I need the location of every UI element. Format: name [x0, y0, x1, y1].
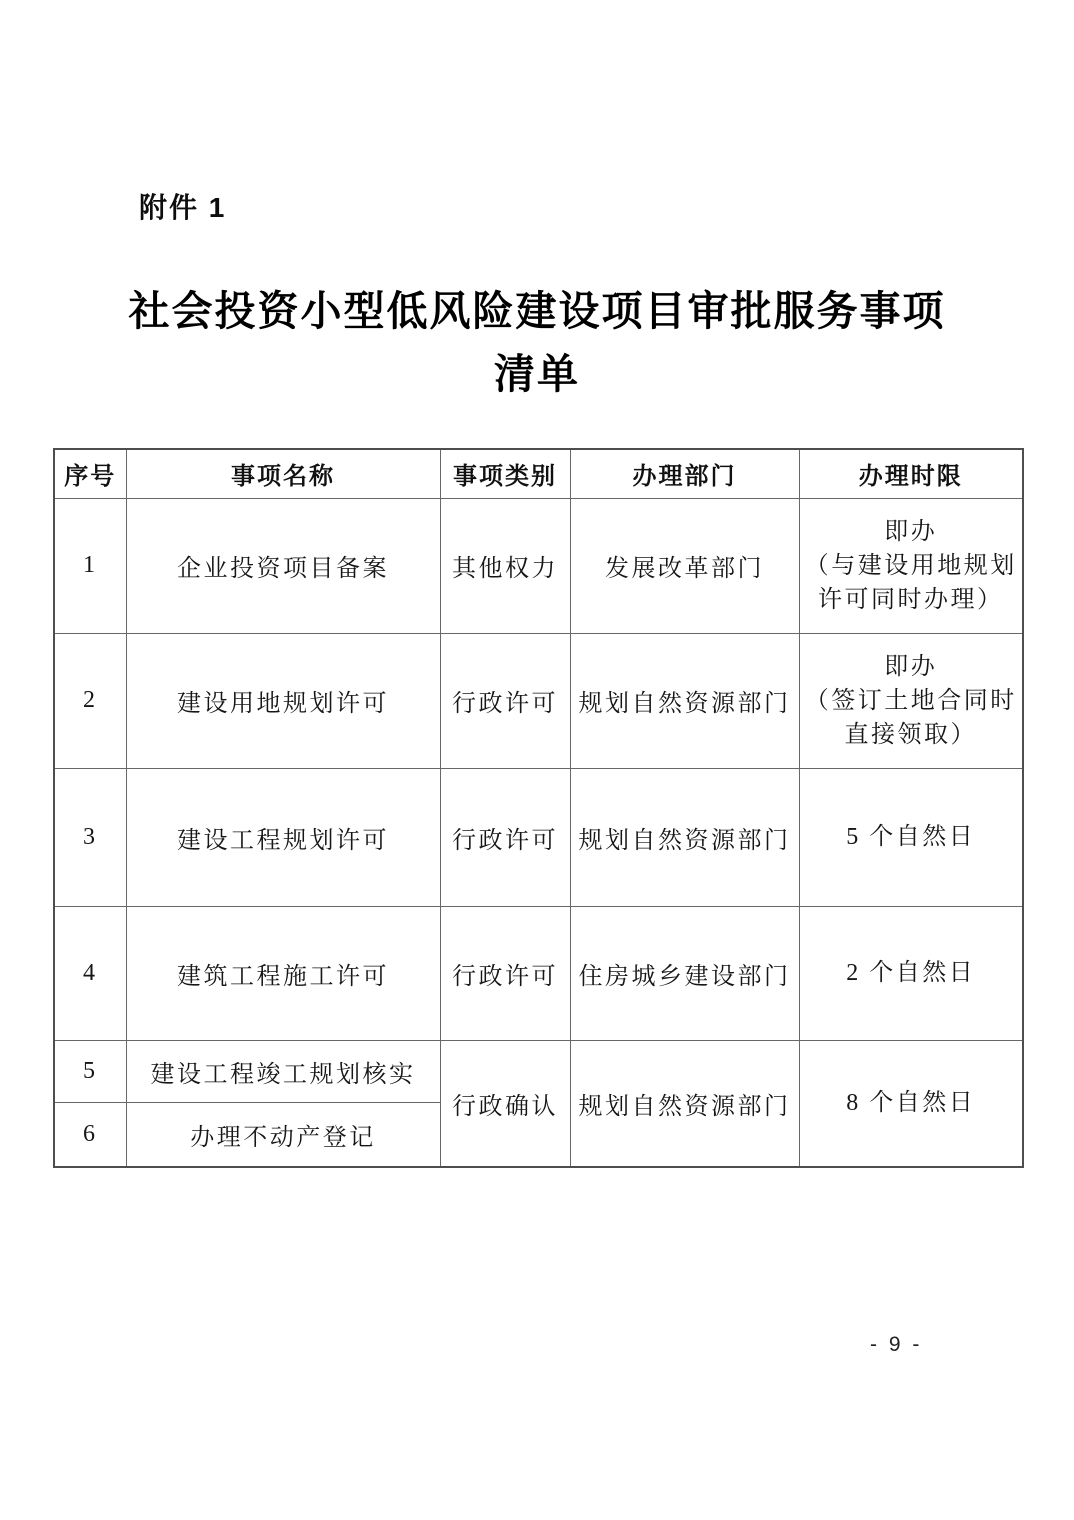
department-cell: 住房城乡建设部门	[570, 906, 799, 1040]
time-limit-line: 直接领取）	[844, 721, 977, 748]
row-index-cell: 4	[54, 906, 126, 1040]
page-number: - 9 -	[870, 1333, 923, 1356]
col-header-department: 办理部门	[570, 449, 799, 498]
col-header-index: 序号	[54, 449, 126, 498]
row-index-cell: 1	[54, 498, 126, 633]
time-limit-line: （签订土地合同时	[804, 687, 1017, 714]
document-title	[0, 280, 1074, 406]
time-limit-line: （与建设用地规划	[804, 552, 1017, 579]
time-limit-line: 8 个自然日	[846, 1090, 976, 1117]
item-name-cell: 企业投资项目备案	[126, 498, 440, 633]
time-limit-line: 许可同时办理）	[818, 586, 1004, 613]
table-header-row	[54, 449, 1023, 498]
approval-items-table	[53, 448, 1024, 1168]
time-limit-cell-merged	[799, 1040, 1023, 1167]
time-limit-cell	[799, 498, 1023, 633]
row-index-cell: 3	[54, 768, 126, 906]
col-header-item-name: 事项名称	[126, 449, 440, 498]
time-limit-line: 即办	[884, 653, 938, 680]
item-name-cell: 办理不动产登记	[126, 1102, 440, 1167]
item-category-cell: 其他权力	[440, 498, 570, 633]
title-line-2: 清单	[494, 351, 580, 397]
time-limit-line: 即办	[884, 518, 938, 545]
item-category-cell: 行政许可	[440, 768, 570, 906]
item-name-cell: 建设工程竣工规划核实	[126, 1040, 440, 1102]
table-row	[54, 1040, 1023, 1102]
item-category-cell-merged: 行政确认	[440, 1040, 570, 1167]
table-row	[54, 768, 1023, 906]
attachment-label: 附件 1	[139, 192, 227, 223]
item-category-cell: 行政许可	[440, 633, 570, 768]
department-cell: 规划自然资源部门	[570, 633, 799, 768]
row-index-cell: 5	[54, 1040, 126, 1102]
item-category-cell: 行政许可	[440, 906, 570, 1040]
col-header-time-limit: 办理时限	[799, 449, 1023, 498]
table-row	[54, 906, 1023, 1040]
department-cell: 规划自然资源部门	[570, 768, 799, 906]
time-limit-cell	[799, 768, 1023, 906]
time-limit-line: 5 个自然日	[846, 824, 976, 850]
col-header-item-category: 事项类别	[440, 449, 570, 498]
item-name-cell: 建设用地规划许可	[126, 633, 440, 768]
department-cell: 发展改革部门	[570, 498, 799, 633]
item-name-cell: 建筑工程施工许可	[126, 906, 440, 1040]
table-row	[54, 633, 1023, 768]
row-index-cell: 2	[54, 633, 126, 768]
table-row	[54, 498, 1023, 633]
row-index-cell: 6	[54, 1102, 126, 1167]
time-limit-cell	[799, 906, 1023, 1040]
time-limit-line: 2 个自然日	[846, 960, 976, 986]
title-line-1: 社会投资小型低风险建设项目审批服务事项	[128, 288, 946, 334]
department-cell-merged: 规划自然资源部门	[570, 1040, 799, 1167]
item-name-cell: 建设工程规划许可	[126, 768, 440, 906]
time-limit-cell	[799, 633, 1023, 768]
